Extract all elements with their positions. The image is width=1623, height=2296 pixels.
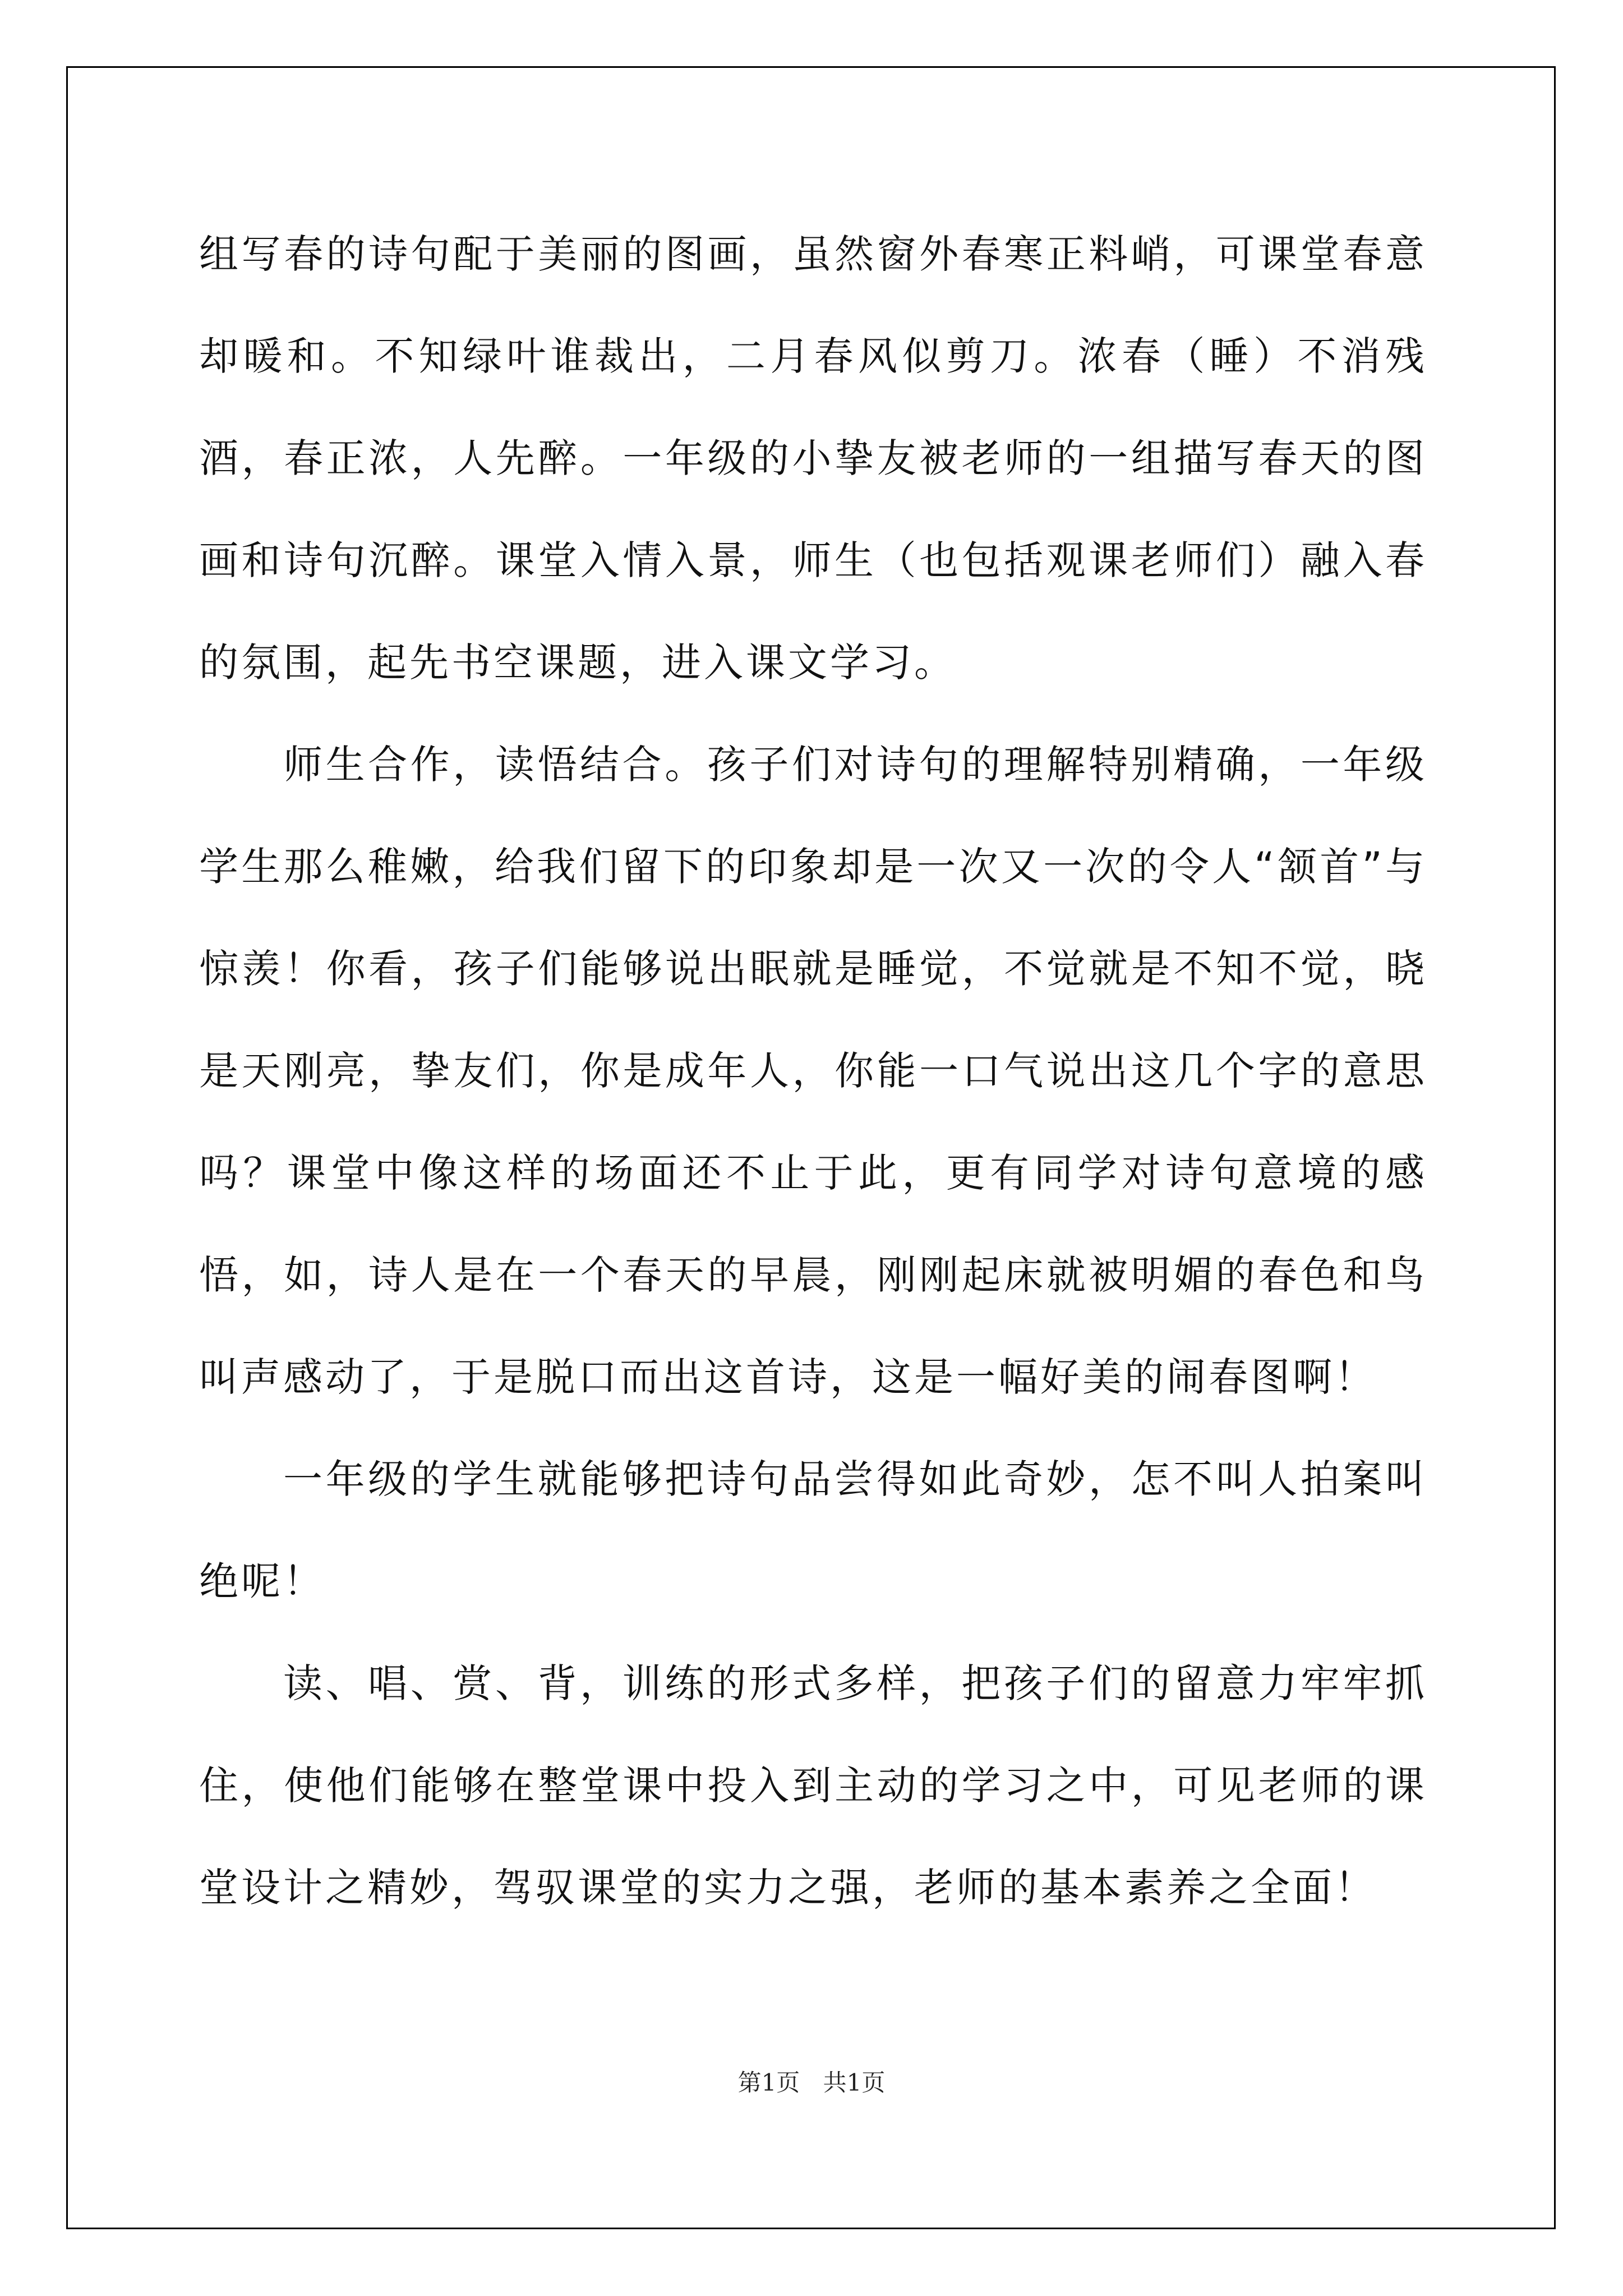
paragraph-2: 师生合作，读悟结合。孩子们对诗句的理解特别精确，一年级学生那么稚嫩，给我们留下的印象却是一次又一次的令人“颔首”与惊羡！你看，孩子们能够说出眠就是睡觉，不觉就是不知不觉，晓是天刚亮，挚友们，你是成年人，你能一口气说出这几个字的意思吗？课堂中像这样的场面还不止于此，更有同学对诗句意境的感悟，如，诗人是在一个春天的早晨，刚刚起床就被明媚的春色和鸟叫声感动了，于是脱口而出这首诗，这是一幅好美的闹春图啊！ [199, 742, 1427, 1400]
paragraph-3: 一年级的学生就能够把诗句品尝得如此奇妙，怎不叫人拍案叫绝呢！ [199, 1456, 1427, 1604]
page-total: 共1页 [823, 2069, 886, 2096]
page-footer [0, 2064, 1623, 2098]
paragraph-1: 组写春的诗句配于美丽的图画，虽然窗外春寒正料峭，可课堂春意却暖和。不知绿叶谁裁出，二月春风似剪刀。浓春（睡）不消残酒，春正浓，人先醉。一年级的小挚友被老师的一组描写春天的图画和诗句沉醉。课堂入情入景，师生（也包括观课老师们）融入春的氛围，起先书空课题，进入课文学习。 [199, 231, 1427, 685]
paragraph-4: 读、唱、赏、背，训练的形式多样，把孩子们的留意力牢牢抓住，使他们能够在整堂课中投入到主动的学习之中，可见老师的课堂设计之精妙，驾驭课堂的实力之强，老师的基本素养之全面！ [199, 1660, 1427, 1911]
page-number: 第1页 [737, 2069, 800, 2096]
document-body [199, 203, 1427, 1939]
